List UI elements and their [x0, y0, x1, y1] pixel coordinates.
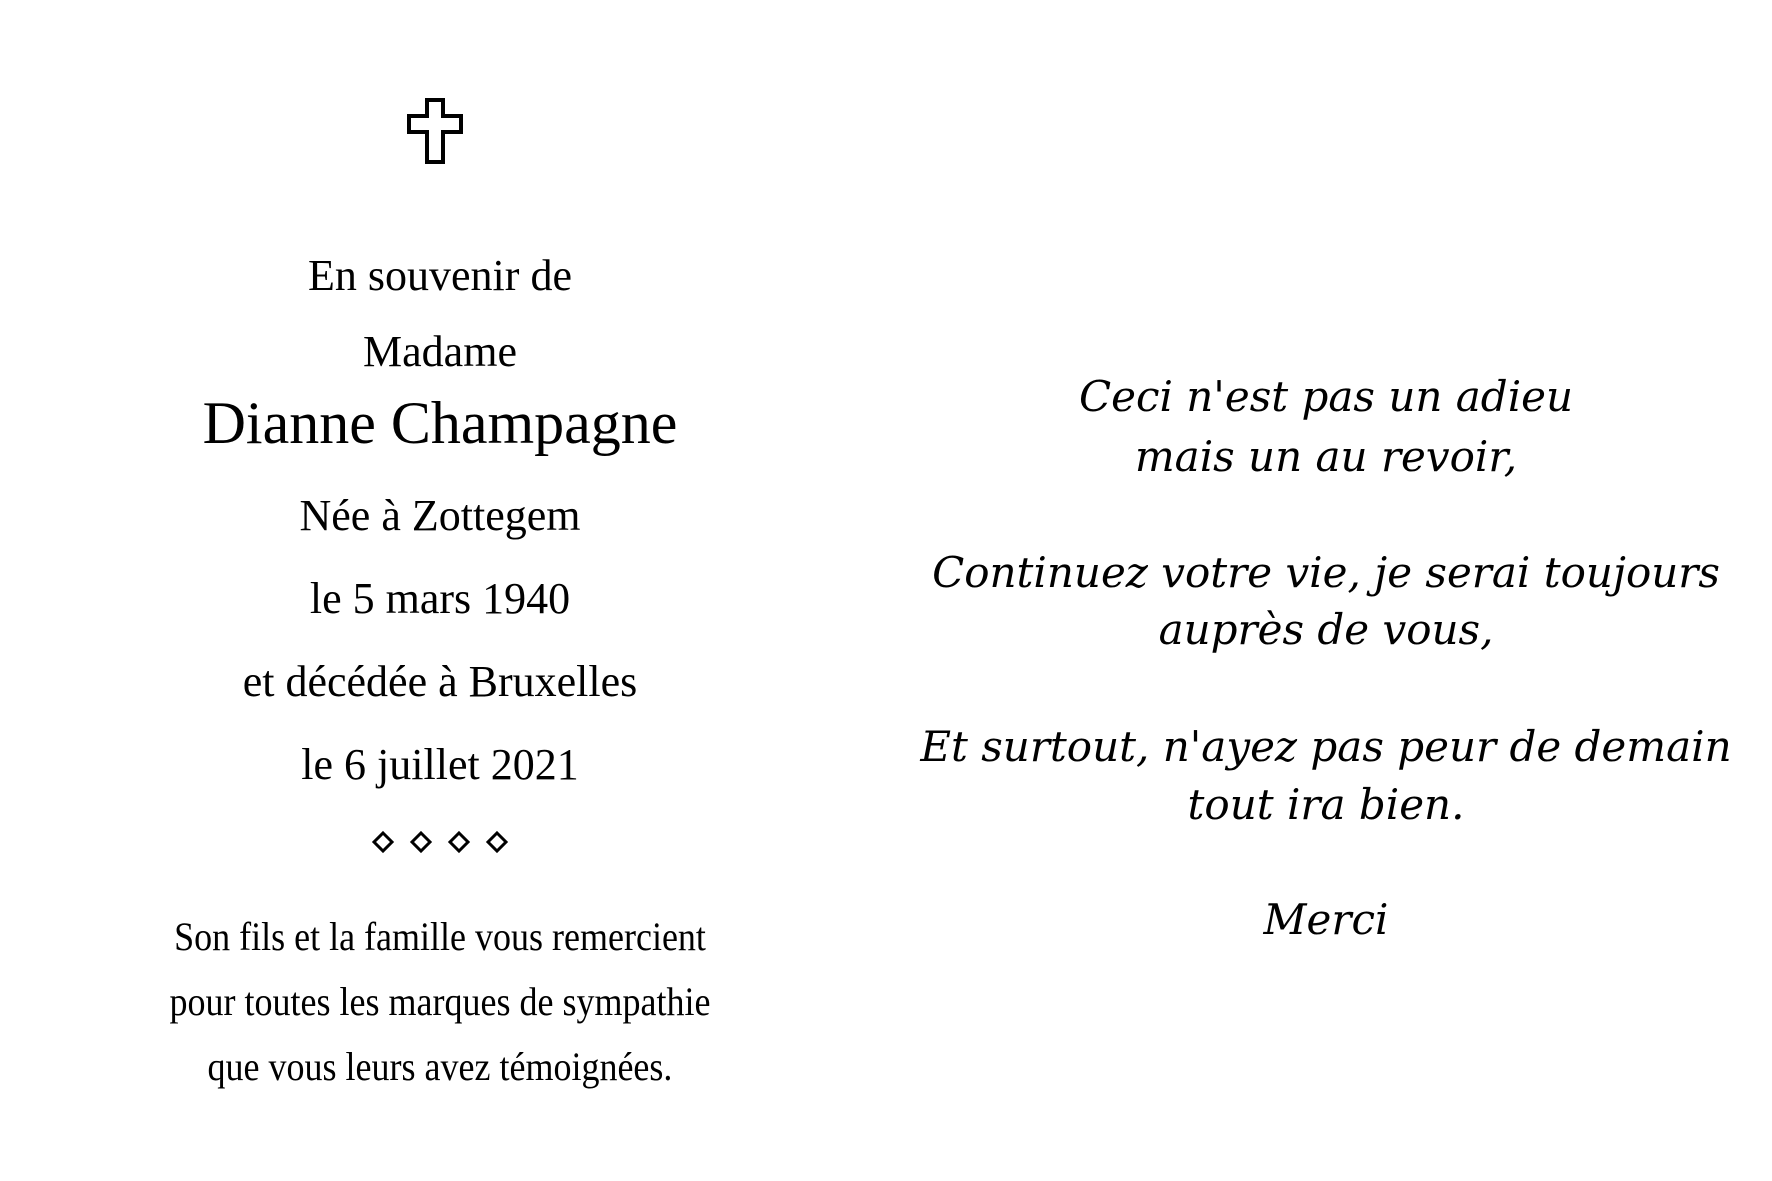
poem-line: Continuez votre vie, je serai toujours [932, 548, 1720, 597]
left-panel [0, 0, 880, 1181]
thanks-line: pour toutes les marques de sympathie [169, 979, 711, 1024]
thanks-line: Son fils et la famille vous remercient [174, 914, 706, 959]
honorific-text: Madame [363, 327, 517, 376]
diamond-icon [371, 830, 395, 854]
poem-line: mais un au revoir, [1134, 432, 1518, 481]
birth-date: le 5 mars 1940 [309, 574, 571, 623]
closing-text: Merci [1263, 895, 1389, 944]
intro-text: En souvenir de [308, 251, 572, 300]
separator-ornament [0, 830, 880, 860]
death-date: le 6 juillet 2021 [301, 740, 579, 789]
deceased-name: Dianne Champagne [202, 390, 678, 456]
cross-icon [407, 98, 463, 164]
birth-place: Née à Zottegem [299, 491, 581, 540]
poem-line: auprès de vous, [1158, 605, 1494, 654]
diamond-icon [409, 830, 433, 854]
poem-line: tout ira bien. [1187, 780, 1465, 829]
poem-line: Et surtout, n'ayez pas peur de demain [920, 722, 1732, 771]
poem-line: Ceci n'est pas un adieu [1078, 372, 1574, 421]
death-place: et décédée à Bruxelles [242, 657, 638, 706]
diamond-icon [485, 830, 509, 854]
thanks-line: que vous leurs avez témoignées. [207, 1044, 673, 1089]
right-panel [880, 0, 1772, 1181]
diamond-icon [447, 830, 471, 854]
